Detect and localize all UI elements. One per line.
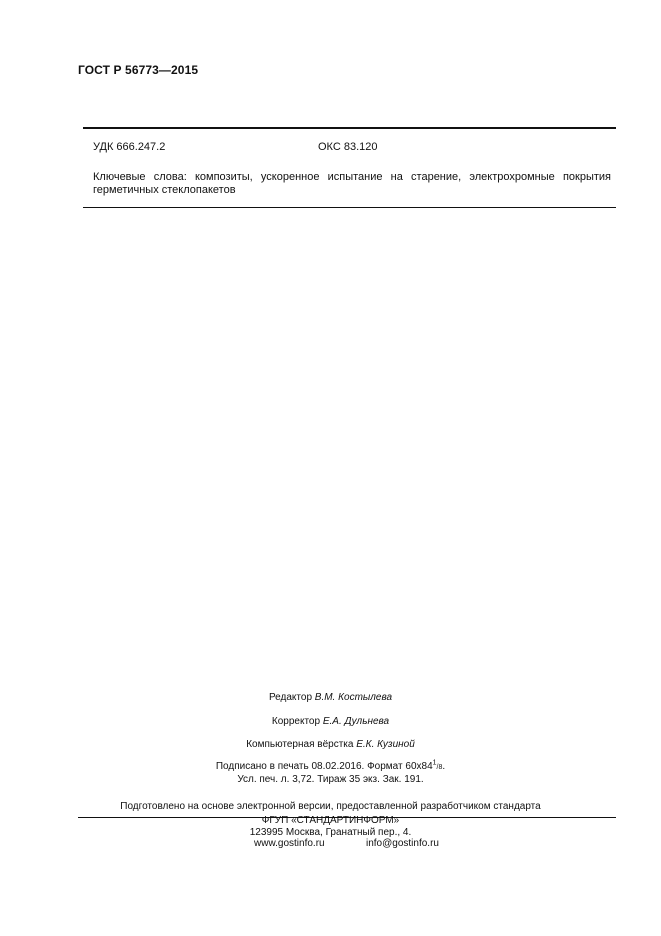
udk-code: УДК 666.247.2 <box>93 141 166 153</box>
signed-text: Подписано в печать 08.02.2016. Формат 60х84 <box>215 761 433 772</box>
publisher-website-link[interactable]: www.gostinfo.ru <box>254 838 325 849</box>
signed-line: Подписано в печать 08.02.2016. Формат $60х84^1/8$. <box>215 759 446 772</box>
prepared-line: Подготовлено на основе электронной версии, предоставленной разработчиком стандарта <box>120 801 541 812</box>
format-fraction-denominator: /8 <box>436 764 443 771</box>
layout-label: Компьютерная вёрстка <box>246 739 354 750</box>
corrector-label: Корректор <box>271 716 321 727</box>
corrector-name: Е.А. Дульнева <box>322 716 390 727</box>
layout-line <box>0 739 661 750</box>
keywords-label: Ключевые слова: <box>93 171 187 183</box>
keywords-divider <box>83 207 616 208</box>
publisher-email-link[interactable]: info@gostinfo.ru <box>366 838 439 849</box>
editor-name: В.М. Костылева <box>314 692 393 703</box>
layout-name: Е.К. Кузиной <box>356 739 415 750</box>
print-line: Усл. печ. л. 3,72. Тираж 35 экз. Зак. 191. <box>237 774 424 785</box>
oks-code: ОКС 83.120 <box>318 141 378 153</box>
top-divider <box>83 127 616 129</box>
editor-label: Редактор <box>268 692 312 703</box>
corrector-line <box>0 716 661 727</box>
editor-line <box>0 692 661 703</box>
format-fraction-numerator: 1 <box>432 759 437 767</box>
keywords-paragraph <box>93 171 611 197</box>
keywords-text: композиты, ускоренное испытание на старение, электрохромные покрытия герметичных стеклопакетов <box>93 171 611 196</box>
publisher-address: 123995 Москва, Гранатный пер., 4. <box>249 827 412 838</box>
publisher-name: ФГУП «СТАНДАРТИНФОРМ» <box>261 815 400 826</box>
document-code: ГОСТ Р 56773—2015 <box>78 63 199 77</box>
